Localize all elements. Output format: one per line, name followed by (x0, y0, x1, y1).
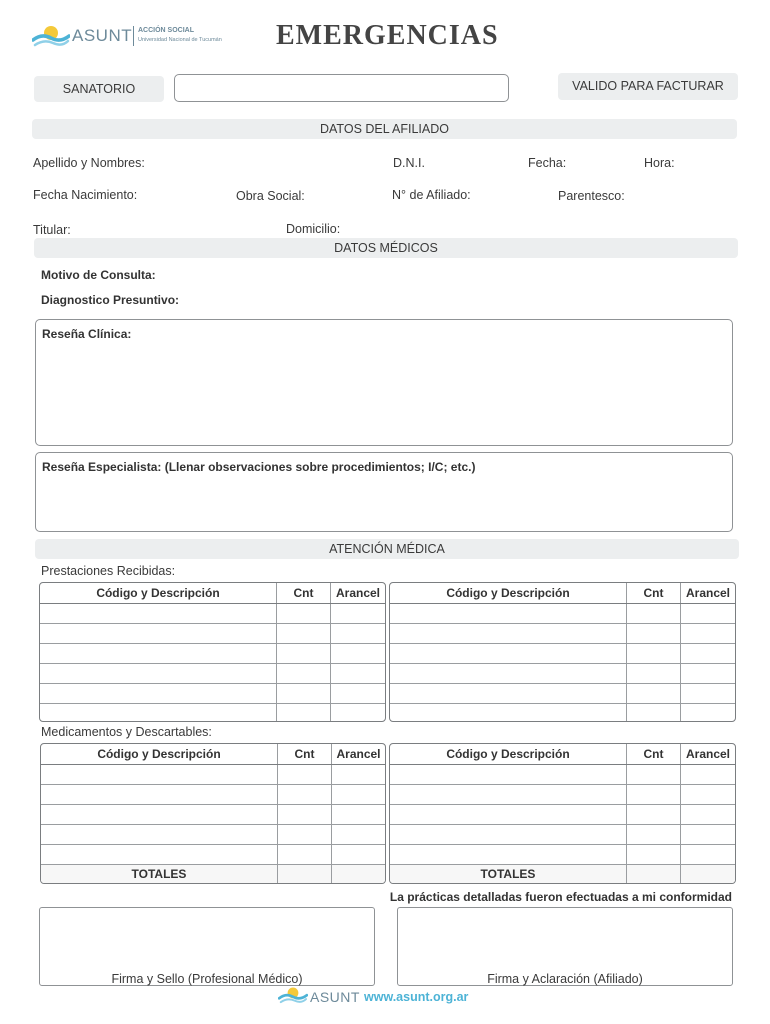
conformidad-text: La prácticas detalladas fueron efectuadas a mi conformidad (389, 890, 732, 904)
fecha-field-label[interactable]: Fecha: (528, 156, 567, 170)
col-codigo: Código y Descripción (390, 583, 627, 603)
resena-clinica-box[interactable] (35, 319, 733, 446)
motivo-consulta-label[interactable]: Motivo de Consulta: (41, 268, 156, 282)
table-row[interactable] (40, 704, 385, 722)
table-row[interactable] (390, 805, 735, 825)
table-row[interactable] (390, 684, 735, 704)
col-codigo: Código y Descripción (41, 744, 278, 764)
brand-name: ASUNT (72, 26, 133, 45)
table-row[interactable] (41, 825, 385, 845)
prestaciones-table-right (389, 582, 736, 722)
accion-social-label: ACCIÓN SOCIAL (138, 27, 194, 34)
table-row[interactable] (41, 765, 385, 785)
firma-afiliado-label: Firma y Aclaración (Afiliado) (487, 972, 643, 986)
section-atencion-medica: ATENCIÓN MÉDICA (35, 539, 739, 559)
titular-field-label[interactable]: Titular: (33, 223, 71, 237)
table-row[interactable] (390, 845, 735, 865)
table-row[interactable] (390, 825, 735, 845)
table-row[interactable] (390, 704, 735, 722)
table-row[interactable] (390, 624, 735, 644)
table-row[interactable] (41, 785, 385, 805)
totales-label: TOTALES (41, 865, 278, 884)
parentesco-field-label[interactable]: Parentesco: (558, 189, 625, 203)
asunt-logo-icon (32, 24, 70, 50)
logo-divider (133, 26, 134, 46)
apellido-field-label[interactable]: Apellido y Nombres: (33, 156, 145, 170)
col-cnt: Cnt (277, 583, 331, 603)
table-row[interactable] (40, 604, 385, 624)
totales-row[interactable] (41, 865, 385, 884)
medicamentos-table-right (389, 743, 736, 884)
universidad-label: Universidad Nacional de Tucumán (138, 37, 222, 43)
valido-para-facturar-label: VALIDO PARA FACTURAR (558, 73, 738, 100)
table-row[interactable] (40, 644, 385, 664)
asunt-logo-icon (278, 986, 308, 1006)
table-row[interactable] (40, 664, 385, 684)
medicamentos-label: Medicamentos y Descartables: (41, 725, 212, 739)
table-row[interactable] (390, 785, 735, 805)
table-row[interactable] (390, 664, 735, 684)
diagnostico-label[interactable]: Diagnostico Presuntivo: (41, 293, 180, 307)
prestaciones-table-left (39, 582, 386, 722)
table-row[interactable] (40, 624, 385, 644)
dni-field-label[interactable]: D.N.I. (393, 156, 425, 170)
website-link[interactable]: www.asunt.org.ar (364, 990, 469, 1004)
col-arancel: Arancel (335, 586, 381, 600)
firma-profesional-box[interactable] (39, 907, 375, 986)
prestaciones-label: Prestaciones Recibidas: (41, 564, 176, 578)
totales-label: TOTALES (390, 865, 627, 884)
resena-clinica-label: Reseña Clínica: (42, 327, 132, 341)
firma-profesional-label: Firma y Sello (Profesional Médico) (111, 972, 303, 986)
table-row[interactable] (390, 765, 735, 785)
table-row[interactable] (390, 604, 735, 624)
nro-afiliado-field-label[interactable]: N° de Afiliado: (392, 188, 471, 202)
resena-especialista-label: Reseña Especialista: (Llenar observaciones sobre procedimientos; I/C; etc.) (42, 460, 476, 474)
footer-logo (278, 986, 498, 1010)
table-row[interactable] (40, 684, 385, 704)
totales-row[interactable] (390, 865, 735, 884)
col-arancel: Arancel (685, 586, 731, 600)
table-row[interactable] (41, 845, 385, 865)
medicamentos-table-left (40, 743, 386, 884)
col-cnt: Cnt (278, 744, 332, 764)
col-arancel: Arancel (685, 747, 731, 761)
firma-afiliado-box[interactable] (397, 907, 733, 986)
col-cnt: Cnt (627, 744, 681, 764)
page-title: EMERGENCIAS (276, 20, 499, 51)
sanatorio-input[interactable] (174, 74, 509, 102)
table-row[interactable] (390, 644, 735, 664)
sanatorio-label: SANATORIO (34, 76, 164, 102)
col-cnt: Cnt (627, 583, 681, 603)
col-arancel: Arancel (336, 747, 381, 761)
fecha-nacimiento-field-label[interactable]: Fecha Nacimiento: (33, 188, 138, 202)
asunt-logo (32, 22, 222, 52)
resena-especialista-box[interactable] (35, 452, 733, 532)
col-codigo: Código y Descripción (40, 583, 277, 603)
col-codigo: Código y Descripción (390, 744, 627, 764)
section-datos-medicos: DATOS MÉDICOS (34, 238, 738, 258)
obra-social-field-label[interactable]: Obra Social: (236, 189, 305, 203)
domicilio-field-label[interactable]: Domicilio: (286, 222, 341, 236)
footer-brand-name: ASUNT (310, 989, 360, 1005)
hora-field-label[interactable]: Hora: (644, 156, 675, 170)
table-row[interactable] (41, 805, 385, 825)
section-datos-afiliado: DATOS DEL AFILIADO (32, 119, 737, 139)
